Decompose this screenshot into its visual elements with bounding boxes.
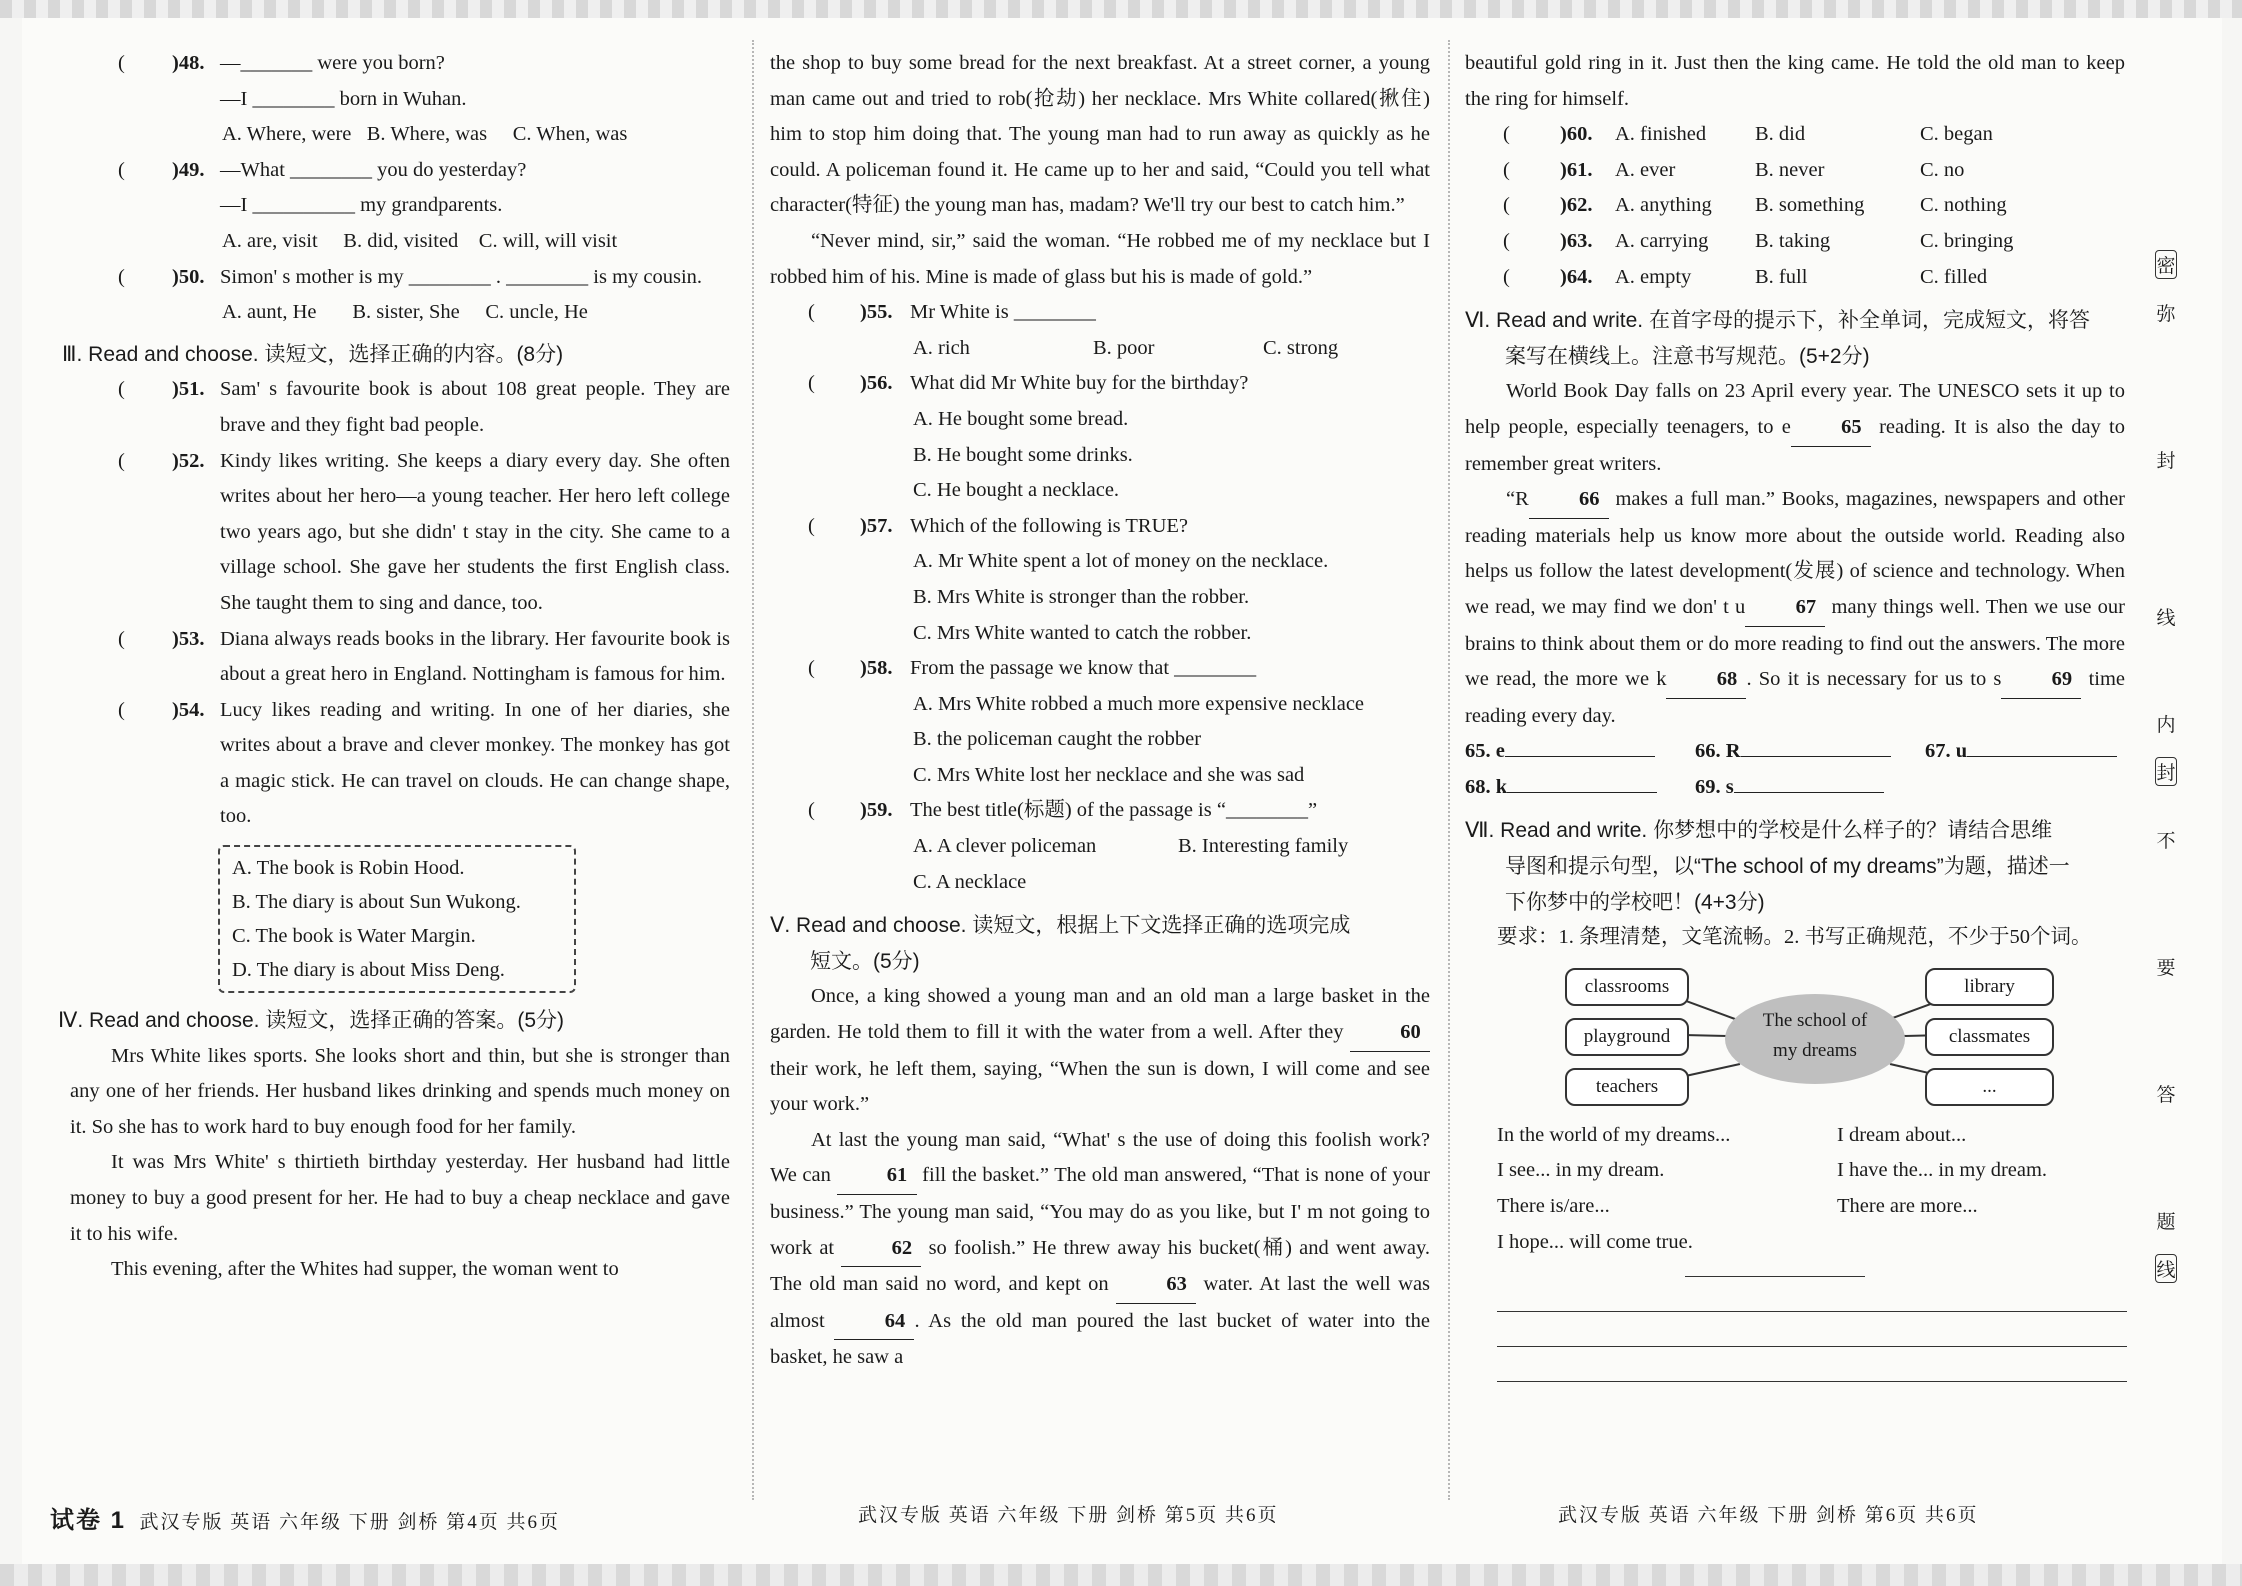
answer-lines: 65. e 66. R 67. u 68. k 69. s <box>1465 734 2125 805</box>
section-7-heading: Ⅶ. Read and write. 你梦想中的学校是什么样子的？请结合思维 <box>1465 819 2053 843</box>
writing-line[interactable] <box>1497 1347 2127 1382</box>
cloze-passage: World Book Day falls on 23 April every year. The UNESCO sets it up to help people, especially teenagers, to e 65 reading. It is also the day to remember great writers. <box>1465 380 2125 475</box>
blank-62: 62 <box>841 1231 921 1268</box>
writing-line[interactable] <box>1497 1312 2127 1347</box>
sentence-prompts: In the world of my dreams... I dream about... I see... in my dream. I have the... in my dream. There is/are... There are more... I hope... will come true. <box>1497 1123 2048 1253</box>
cloze-passage: “R 66 makes a full man.” Books, magazines, newspapers and other reading materials help us know more about the outside world. Reading also helps us follow the latest development(发展) of science and technology. When we read, we may find we don' t u 67 many things well. Then we use our brains to think about them or do more reading to find out the answers. The more we read, the more we k 68 . So it is necessary for us to s 69 time reading every day. <box>1465 482 2125 734</box>
title-line[interactable] <box>1685 1264 1865 1277</box>
question-57: ( )57. Which of the following is TRUE? <box>808 514 1189 537</box>
question-50: ( )50. Simon' s mother is my ________ . ________ is my cousin. <box>118 265 703 288</box>
question-58: ( )58. From the passage we know that ________ <box>808 657 1257 680</box>
passage-paragraph: Mrs White likes sports. She looks short and thin, but she is stronger than any one of her friends. Her husband likes drinking and spends much money on it. So she has to work hard to buy enough food for her family. <box>70 1044 730 1138</box>
passage-paragraph: This evening, after the Whites had supper, the woman went to <box>111 1258 619 1281</box>
column-page-4 <box>58 46 730 1288</box>
page-edge-top <box>0 0 2242 18</box>
mind-center: The school of my dreams <box>1725 994 1905 1084</box>
question-55: ( )55. Mr White is ________ <box>808 301 1096 324</box>
options: A. are, visit B. did, visited C. will, will visit <box>222 229 618 252</box>
mind-node-playground: playground <box>1565 1018 1689 1056</box>
section-5-heading: Ⅴ. Read and choose. 读短文，根据上下文选择正确的选项完成 <box>770 914 1351 938</box>
column-page-5: the shop to buy some bread for the next breakfast. At a street corner, a young man came out and tried to rob(抢劫) her necklace. Mrs White collared(揪住) him to stop him doing that. The young man had to run away as quickly as he could. A policeman found it. He came up to her and said, “Could you tell what character(特征) the young man has, madam? We'll try our best to catch him.” “Never mind, sir,” said the woman. “He robbed me of my necklace but I robbed him of his. Mine is made of glass but his is made of gold.” ( )55. Mr White is ________ A. rich B. poor C. strong ( )56. What did Mr White buy for the birthday? A. He bought some bread. B. He bought some drinks. C. He bought a necklace. ( )57. Which of the following is TRUE? A. Mr White spent a lot of money on the necklace. B. Mrs White is stronger than the robber. C. Mrs White wanted to catch the robber. ( )58. From the passage we know that ________ A. Mrs White robbed a much more expensive necklace B. the policeman caught the robber C. Mrs White lost her necklace and she was sad ( )59. The best title(标题) of the passage is “________” A. A clever policeman B. Interesting family C. A necklace Ⅴ. Read and choose. 读短文，根据上下文选择正确的选项完成 短文。(5分) Once, a king showed a young man and an old man a large basket in the garden. He told them to fill it with the water from a well. After they 60 their work, he left them, saying, “When the sun is down, I will come and see your work.” At last the young man said, “What' s the use of doing this foolish work? We can 61 fill the basket.” The old man answered, “That is none of your business.” The young man said, “You may do as you like, but I' m not going to work at 62 so foolish.” He threw away his bucket(桶) and went away. The old man said no word, and kept on 63 water. At last the well was almost 64 . As the old man poured the last bucket of water into the basket, he saw a <box>770 46 1430 1376</box>
options: A. A clever policeman B. Interesting family C. A necklace <box>913 835 1349 893</box>
question-49: ( )49. —What ________ you do yesterday? —I __________ my grandparents. <box>118 158 527 217</box>
passage-paragraph: beautiful gold ring in it. Just then the king came. He told the old man to keep the ring for himself. <box>1465 52 2125 110</box>
blank-64: 64 <box>834 1304 914 1341</box>
cloze-passage: At last the young man said, “What' s the use of doing this foolish work? We can 61 fill the basket.” The old man answered, “That is none of your business.” The young man said, “You may do as you like, but I' m not going to work at 62 so foolish.” He threw away his bucket(桶) and went away. The old man said no word, and kept on 63 water. At last the well was almost 64 . As the old man poured the last bucket of water into the basket, he saw a <box>770 1128 1431 1369</box>
blank-61: 61 <box>837 1158 917 1195</box>
mind-node-teachers: teachers <box>1565 1068 1689 1106</box>
mind-node-classrooms: classrooms <box>1565 968 1689 1006</box>
cloze-options: ( )60. A. finished B. did C. began ( )61. A. ever B. never C. no ( )62. A. anything B. something C. nothing ( )63. A. carrying B. taking C. bringing ( )64. A. empty B. full C. filled <box>1503 123 2014 288</box>
passage-paragraph: the shop to buy some bread for the next breakfast. At a street corner, a young man came out and tried to rob(抢劫) her necklace. Mrs White collared(揪住) him to stop him doing that. The young man had to run away as quickly as he could. A policeman found it. He came up to her and said, “Could you tell what character(特征) the young man has, madam? We'll try our best to catch him.” <box>770 52 1430 217</box>
question-53: ( )53. Diana always reads books in the library. Her favourite book is about a great hero in England. Nottingham is famous for him. <box>118 627 730 686</box>
question-59: ( )59. The best title(标题) of the passage is “________” <box>808 799 1318 822</box>
options: A. Mrs White robbed a much more expensive necklace B. the policeman caught the robber C. Mrs White lost her necklace and she was sad <box>913 692 1365 786</box>
options: A. rich B. poor C. strong <box>913 336 1339 359</box>
section-6-heading: Ⅵ. Read and write. 在首字母的提示下，补全单词，完成短文，将答 <box>1465 309 2090 333</box>
options: A. He bought some bread. B. He bought some drinks. C. He bought a necklace. <box>913 407 1133 502</box>
requirements: 要求：1. 条理清楚，文笔流畅。2. 书写正确规范，不少于50个词。 <box>1497 926 2092 949</box>
paper-label: 试卷 1 <box>50 1507 127 1534</box>
writing-line[interactable] <box>1497 1277 2127 1312</box>
column-divider <box>1448 40 1450 1500</box>
options: A. Mr White spent a lot of money on the necklace. B. Mrs White is stronger than the robber. C. Mrs White wanted to catch the robber. <box>913 550 1329 644</box>
passage-paragraph: It was Mrs White' s thirtieth birthday yesterday. Her husband had little money to buy a good present for her. He had to buy a cheap necklace and gave it to his wife. <box>70 1151 730 1245</box>
seal-margin: 密 弥 封 线 内 封 不 要 答 题 线 <box>2155 250 2177 1283</box>
blank-63: 63 <box>1116 1267 1196 1304</box>
section-3-heading: Ⅲ. Read and choose. 读短文，选择正确的内容。(8分) <box>62 342 564 366</box>
question-52: ( )52. Kindy likes writing. She keeps a diary every day. She often writes about her hero—a young teacher. Her hero left college two years ago, but she didn' t stay in the city. She came to a village school. She gave her students the first English class. She taught them to sing and dance, too. <box>118 449 730 614</box>
footer-page-6: 武汉专版 英语 六年级 下册 剑桥 第6页 共6页 <box>1558 1505 1979 1526</box>
blank-66: 66 <box>1529 482 1609 519</box>
column-divider <box>752 40 754 1500</box>
blank-67: 67 <box>1745 590 1825 627</box>
column-page-6: beautiful gold ring in it. Just then the king came. He told the old man to keep the ring for himself. ( )60. A. finished B. did C. began ( )61. A. ever B. never C. no ( )62. A. anything B. something C. nothing ( )63. A. carrying B. taking C. bringing ( )64. A. empty B. full C. filled Ⅵ. Read and write. 在首字母的提示下，补全单词，完成短文，将答 案写在横线上。注意书写规范。(5+2分) World Book Day falls on 23 April every year. The UNESCO sets it up to help people, especially teenagers, to e 65 reading. It is also the day to remember great writers. “R 66 makes a full man.” Books, magazines, newspapers and other reading materials help us know more about the outside world. Reading also helps us follow the latest development(发展) of science and technology. When we read, we may find we don' t u 67 many things well. Then we use our brains to think about them or do more reading to find out the answers. The more we read, the more we k 68 . So it is necessary for us to s 69 time reading every day. 65. e 66. R 67. u 68. k 69. s Ⅶ. Read and write. 你梦想中的学校是什么样子的？请结合思维 导图和提示句型，以“The school of my dreams”为题，描述一 下你梦中的学校吧！(4+3分) 要求：1. 条理清楚，文笔流畅。2. 书写正确规范，不少于50个词。 classrooms playground teachers The school of my dreams library classmates ... In the world of my dreams... I dream about... I see... in my dream. I have the... in my dream. There is/are... There are more... I hope... will come true. <box>1465 46 2125 1382</box>
cloze-passage: Once, a king showed a young man and an old man a large basket in the garden. He told them to fill it with the water from a well. After they 60 their work, he left them, saying, “When the sun is down, I will come and see your work.” <box>770 985 1430 1116</box>
mind-node-more: ... <box>1925 1068 2054 1106</box>
blank-60: 60 <box>1350 1015 1430 1052</box>
mind-node-library: library <box>1925 968 2054 1006</box>
blank-69: 69 <box>2001 662 2081 699</box>
options-box: A. The book is Robin Hood. B. The diary is about Sun Wukong. C. The book is Water Margin. D. The diary is about Miss Deng. <box>218 845 576 993</box>
footer-page-4: 试卷 1 武汉专版 英语 六年级 下册 剑桥 第4页 共6页 <box>50 1507 561 1534</box>
mind-node-classmates: classmates <box>1925 1018 2054 1056</box>
footer-page-5: 武汉专版 英语 六年级 下册 剑桥 第5页 共6页 <box>858 1505 1279 1526</box>
page-edge-bottom <box>0 1564 2242 1586</box>
section-4-heading: Ⅳ. Read and choose. 读短文，选择正确的答案。(5分) <box>58 1009 565 1033</box>
question-48: ( )48. —_______ were you born? —I ________ born in Wuhan. <box>118 52 467 110</box>
options: A. Where, were B. Where, was C. When, was <box>222 123 628 146</box>
blank-65: 65 <box>1791 410 1871 447</box>
passage-paragraph: “Never mind, sir,” said the woman. “He robbed me of my necklace but I robbed him of his. Mine is made of glass but his is made of gold.” <box>770 229 1430 288</box>
blank-68: 68 <box>1666 662 1746 699</box>
options: A. aunt, He B. sister, She C. uncle, He <box>222 301 588 324</box>
question-51: ( )51. Sam' s favourite book is about 108 great people. They are brave and they fight bad people. <box>118 378 730 436</box>
question-54: ( )54. Lucy likes reading and writing. In one of her diaries, she writes about a brave and clever monkey. The monkey has got a magic stick. He can travel on clouds. He can change shape, too. <box>118 698 730 828</box>
mind-map <box>1465 964 2125 1114</box>
question-56: ( )56. What did Mr White buy for the birthday? <box>808 372 1249 395</box>
